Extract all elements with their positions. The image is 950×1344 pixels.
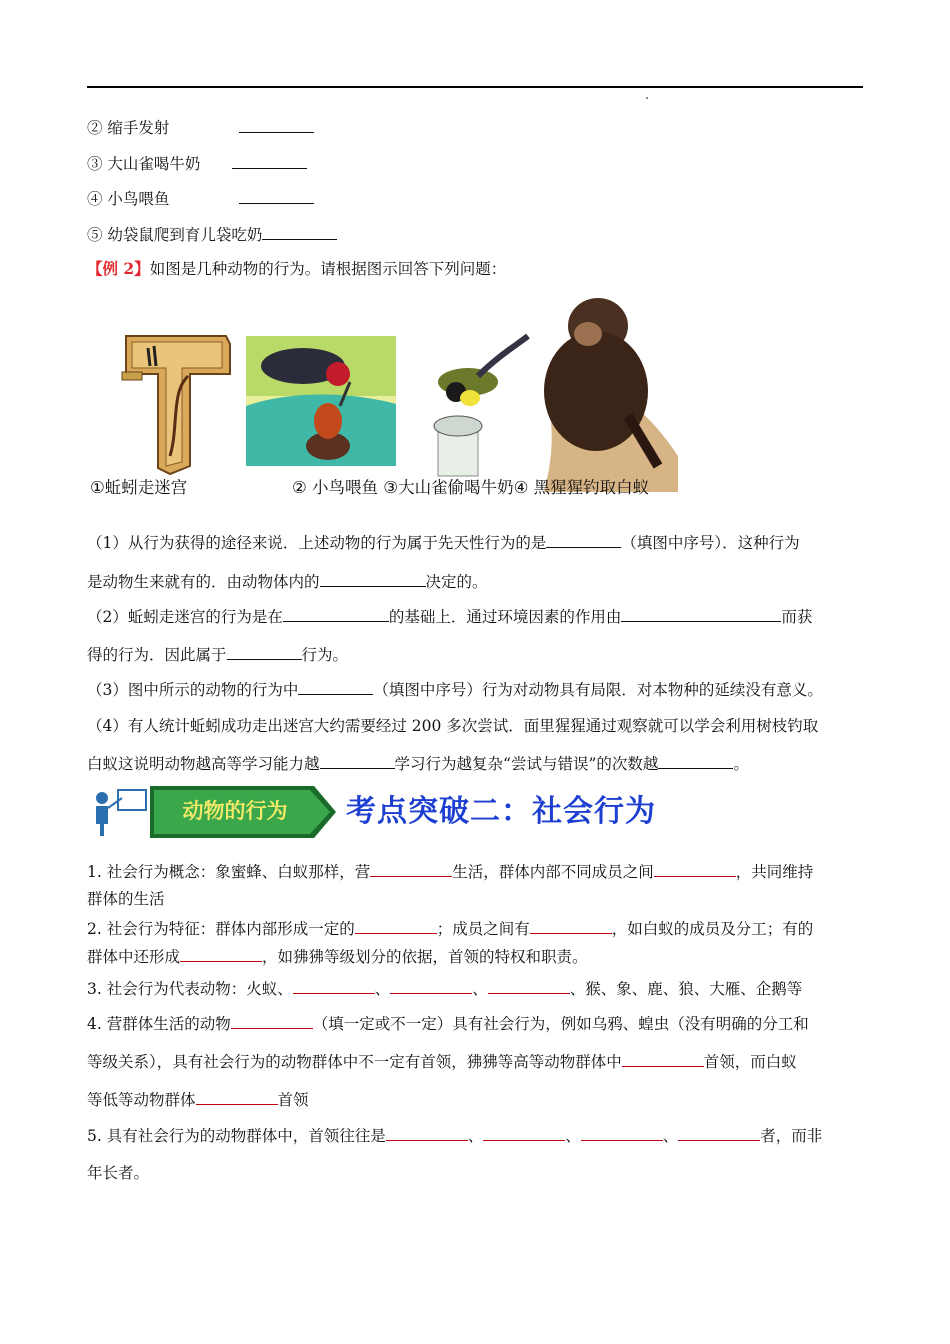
answer-blank[interactable] (227, 643, 302, 660)
item-label: ② 缩手发射 (87, 119, 170, 137)
social-point-5: 5. 具有社会行为的动物群体中，首领往往是 、 、 、 者，而非 (87, 1124, 822, 1147)
item-label: ④ 小鸟喂鱼 (87, 190, 170, 208)
answer-blank[interactable] (658, 752, 733, 769)
answer-blank[interactable] (262, 223, 337, 240)
list-item (87, 152, 307, 175)
answer-blank[interactable] (293, 977, 375, 994)
header-dot (646, 97, 648, 99)
answer-blank[interactable] (283, 605, 389, 622)
answer-blank[interactable] (530, 917, 612, 934)
social-point-2-cont: 群体中还形成 ，如狒狒等级划分的依据，首领的特权和职责。 (87, 945, 588, 968)
answer-blank[interactable] (654, 860, 736, 877)
list-item (87, 223, 337, 246)
answer-blank[interactable] (231, 1012, 313, 1029)
answer-blank[interactable] (355, 917, 437, 934)
social-point-5-cont: 年长者。 (87, 1164, 150, 1182)
answer-blank[interactable] (622, 1050, 704, 1067)
question-4-cont: 白蚁这说明动物越高等学习能力越 学习行为越复杂“尝试与错误”的次数越 。 (87, 752, 749, 775)
answer-blank[interactable] (239, 187, 314, 204)
answer-blank[interactable] (320, 752, 395, 769)
example-prompt: 如图是几种动物的行为。请根据图示回答下列问题： (149, 260, 507, 278)
social-point-2: 2. 社会行为特征：群体内部形成一定的 ；成员之间有 ，如白蚁的成员及分工；有的 (87, 917, 813, 940)
chimpanzee-termite-illustration (544, 298, 678, 492)
social-point-4: 4. 营群体生活的动物 （填一定或不一定）具有社会行为，例如乌鸦、蝗虫（没有明确的分工和 (87, 1012, 809, 1035)
question-1: （1）从行为获得的途径来说．上述动物的行为属于先天性行为的是 （填图中序号）．这种行为 (87, 531, 800, 554)
banner-tag: 动物的行为 (182, 799, 288, 823)
question-2: （2）蚯蚓走迷宫的行为是在 的基础上．通过环境因素的作用由 而获 (87, 605, 812, 628)
item-label: ③ 大山雀喝牛奶 (87, 155, 201, 173)
list-item (87, 116, 314, 139)
answer-blank[interactable] (581, 1124, 663, 1141)
answer-blank[interactable] (488, 977, 570, 994)
question-4: （4）有人统计蚯蚓成功走出迷宫大约需要经过 200 多次尝试．面里猩猩通过观察就可以学会利用树枝钓取 (87, 717, 819, 735)
teacher-icon (96, 790, 146, 836)
answer-blank[interactable] (239, 116, 314, 133)
question-1-cont: 是动物生来就有的．由动物体内的 决定的。 (87, 570, 488, 593)
figure-caption-1: ①蚯蚓走迷宫 (90, 478, 188, 497)
answer-blank[interactable] (320, 570, 426, 587)
figure-caption-2: ② 小鸟喂鱼 ③大山雀偷喝牛奶④ 黑猩猩钓取白蚁 (292, 478, 650, 497)
bird-feeding-fish-illustration (246, 336, 396, 466)
answer-blank[interactable] (483, 1124, 565, 1141)
answer-blank[interactable] (390, 977, 472, 994)
earthworm-maze-illustration (122, 336, 230, 474)
question-3: （3）图中所示的动物的行为中 （填图中序号）行为对动物具有局限．对本物种的延续没有意义。 (87, 678, 823, 701)
header-rule (87, 86, 863, 88)
item-label: ⑤ 幼袋鼠爬到育儿袋吃奶 (87, 226, 263, 244)
answer-blank[interactable] (180, 945, 262, 962)
social-point-1: 1. 社会行为概念：象蜜蜂、白蚁那样，营 生活，群体内部不同成员之间 ，共同维持 (87, 860, 813, 883)
answer-blank[interactable] (298, 678, 373, 695)
answer-blank[interactable] (678, 1124, 760, 1141)
section-title: 考点突破二：社会行为 (346, 794, 656, 829)
list-item (87, 187, 314, 210)
social-point-4-cont2: 等低等动物群体 首领 (87, 1088, 309, 1111)
answer-blank[interactable] (546, 531, 621, 548)
social-point-4-cont: 等级关系），具有社会行为的动物群体中不一定有首领，狒狒等高等动物群体中 首领，而白蚁 (87, 1050, 797, 1073)
answer-blank[interactable] (370, 860, 452, 877)
example-tag: 【例 2】 (87, 259, 150, 278)
social-point-3: 3. 社会行为代表动物：火蚁、 、 、 、猴、象、鹿、狼、大雁、企鹅等 (87, 977, 802, 1000)
answer-blank[interactable] (621, 605, 781, 622)
answer-blank[interactable] (232, 152, 307, 169)
great-tit-milk-illustration (434, 336, 528, 476)
answer-blank[interactable] (386, 1124, 468, 1141)
example-heading (87, 258, 506, 280)
answer-blank[interactable] (196, 1088, 278, 1105)
social-point-1-cont: 群体的生活 (87, 890, 165, 908)
question-2-cont: 得的行为．因此属于 行为。 (87, 643, 348, 666)
animal-behavior-figure (118, 296, 698, 504)
